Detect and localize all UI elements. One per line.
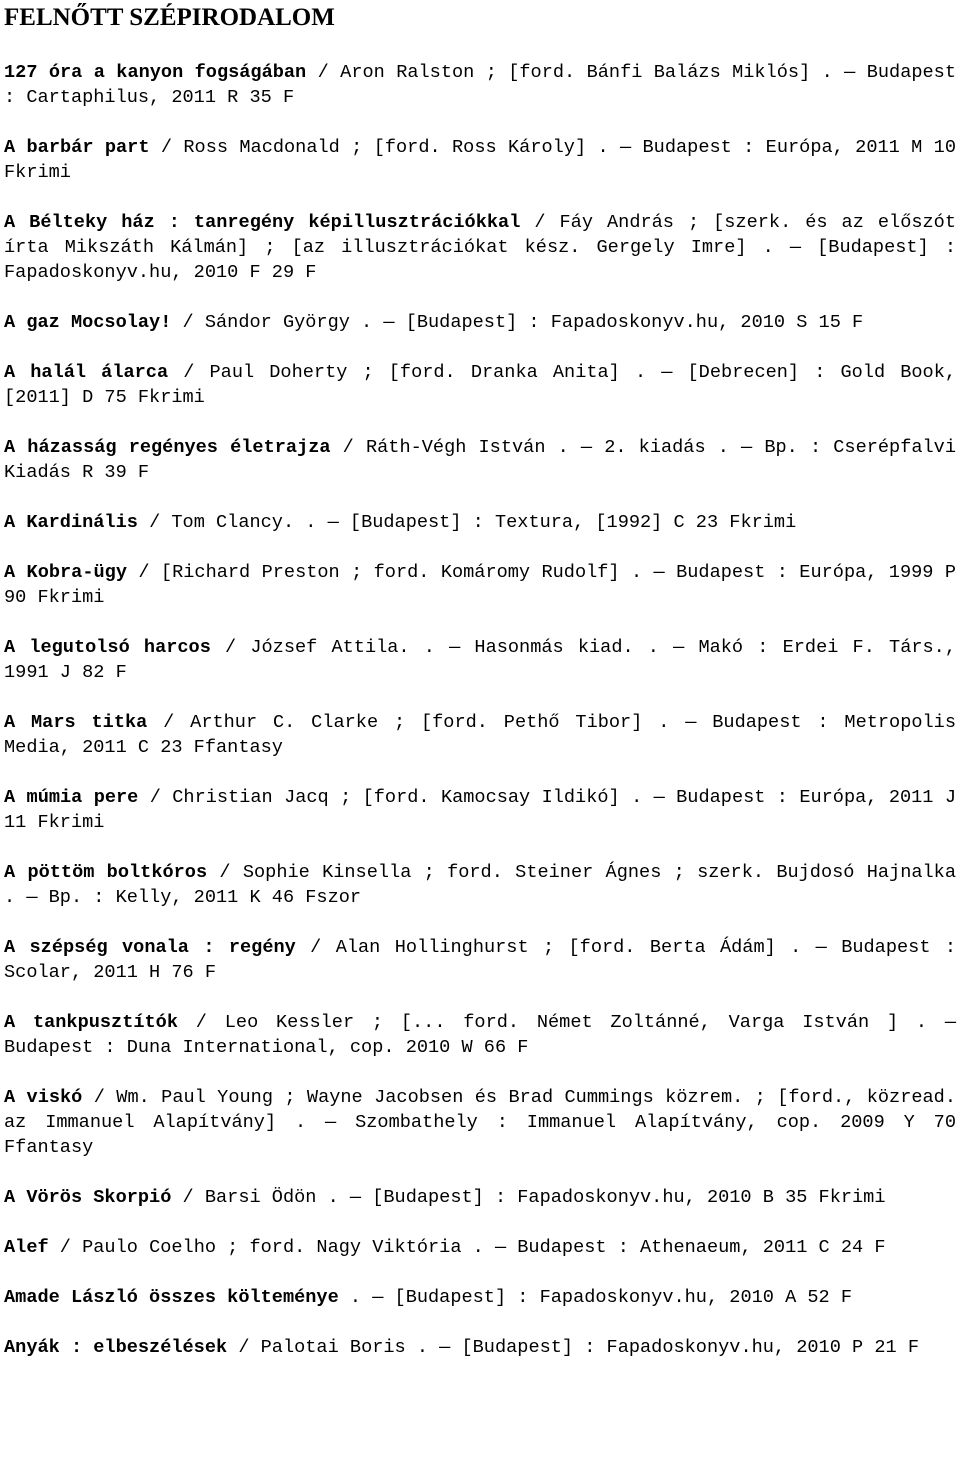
book-details: / Paulo Coelho ; ford. Nagy Viktória . — Budapest : Athenaeum, 2011 C 24 F xyxy=(48,1237,886,1258)
book-entry xyxy=(4,1285,956,1310)
book-title: A barbár part xyxy=(4,137,150,158)
book-details: / Tom Clancy. . — [Budapest] : Textura, [1992] C 23 Fkrimi xyxy=(137,512,797,533)
book-entry xyxy=(4,1335,956,1360)
book-title: A gaz Mocsolay! xyxy=(4,312,172,333)
book-title: A Kardinális xyxy=(4,512,138,533)
book-details: / Sophie Kinsella ; ford. Steiner Ágnes ; szerk. Bujdosó Hajnalka . — Bp. : Kelly, 2011 K 46 Fszor xyxy=(4,862,956,908)
book-details: / Wm. Paul Young ; Wayne Jacobsen és Brad Cummings közrem. ; [ford., közread. az Immanuel Alapítvány] . — Szombathely : Immanuel Alapítvány, cop. 2009 Y 70 Ffantasy xyxy=(4,1087,956,1158)
book-title: A halál álarca xyxy=(4,362,169,383)
book-title: A Mars titka xyxy=(4,712,148,733)
book-details: / Aron Ralston ; [ford. Bánfi Balázs Miklós] . — Budapest : Cartaphilus, 2011 R 35 F xyxy=(4,62,956,108)
book-title: 127 óra a kanyon fogságában xyxy=(4,62,307,83)
book-title: A legutolsó harcos xyxy=(4,637,211,658)
book-title: A viskó xyxy=(4,1087,83,1108)
book-entry xyxy=(4,1010,956,1060)
book-entry xyxy=(4,210,956,285)
book-list xyxy=(4,60,956,1360)
book-details: / Alan Hollinghurst ; [ford. Berta Ádám] . — Budapest : Scolar, 2011 H 76 F xyxy=(4,937,957,983)
book-entry xyxy=(4,435,956,485)
book-details: / Barsi Ödön . — [Budapest] : Fapadoskonyv.hu, 2010 B 35 Fkrimi xyxy=(171,1187,886,1208)
book-title: Alef xyxy=(4,1237,49,1258)
book-title: Anyák : elbeszélések xyxy=(4,1337,228,1358)
book-details: / Palotai Boris . — [Budapest] : Fapadoskonyv.hu, 2010 P 21 F xyxy=(227,1337,919,1358)
book-details: / Ross Macdonald ; [ford. Ross Károly] . — Budapest : Európa, 2011 M 10 Fkrimi xyxy=(4,137,956,183)
book-entry xyxy=(4,560,956,610)
book-details: / Fáy András ; [szerk. és az előszót írta Mikszáth Kálmán] ; [az illusztrációkat kész. Gergely Imre] . — [Budapest] : Fapadoskonyv.hu, 2010 F 29 F xyxy=(4,212,956,283)
book-details: / József Attila. . — Hasonmás kiad. . — Makó : Erdei F. Társ., 1991 J 82 F xyxy=(4,637,956,683)
book-title: A tankpusztítók xyxy=(4,1012,179,1033)
book-entry xyxy=(4,1085,956,1160)
book-details: / Ráth-Végh István . — 2. kiadás . — Bp. : Cserépfalvi Kiadás R 39 F xyxy=(4,437,956,483)
book-details: / [Richard Preston ; ford. Komáromy Rudolf] . — Budapest : Európa, 1999 P 90 Fkrimi xyxy=(4,562,956,608)
book-title: A múmia pere xyxy=(4,787,139,808)
book-entry xyxy=(4,935,956,985)
book-entry xyxy=(4,860,956,910)
book-entry xyxy=(4,135,956,185)
book-entry xyxy=(4,510,956,535)
book-details: / Leo Kessler ; [... ford. Német Zoltánné, Varga István ] . — Budapest : Duna International, cop. 2010 W 66 F xyxy=(4,1012,956,1058)
book-entry xyxy=(4,635,956,685)
book-title: Amade László összes költeménye xyxy=(4,1287,339,1308)
book-details: / Sándor György . — [Budapest] : Fapadoskonyv.hu, 2010 S 15 F xyxy=(171,312,864,333)
book-title: A Bélteky ház : tanregény képillusztrációkkal xyxy=(4,212,521,233)
book-title: A Vörös Skorpió xyxy=(4,1187,172,1208)
book-title: A szépség vonala : regény xyxy=(4,937,296,958)
section-heading: FELNŐTT SZÉPIRODALOM xyxy=(4,4,335,31)
book-entry xyxy=(4,310,956,335)
book-entry xyxy=(4,60,956,110)
book-entry xyxy=(4,785,956,835)
book-title: A Kobra-ügy xyxy=(4,562,127,583)
book-details: / Paul Doherty ; [ford. Dranka Anita] . — [Debrecen] : Gold Book, [2011] D 75 Fkrimi xyxy=(4,362,957,408)
book-details: / Christian Jacq ; [ford. Kamocsay Ildikó] . — Budapest : Európa, 2011 J 11 Fkrimi xyxy=(4,787,956,833)
book-details: / Arthur C. Clarke ; [ford. Pethő Tibor] . — Budapest : Metropolis Media, 2011 C 23 Ffantasy xyxy=(4,712,956,758)
catalog-page xyxy=(4,0,956,1385)
book-title: A pöttöm boltkóros xyxy=(4,862,208,883)
book-entry xyxy=(4,1185,956,1210)
book-title: A házasság regényes életrajza xyxy=(4,437,331,458)
book-details: . — [Budapest] : Fapadoskonyv.hu, 2010 A 52 F xyxy=(338,1287,853,1308)
book-entry xyxy=(4,360,956,410)
book-entry xyxy=(4,710,956,760)
book-entry xyxy=(4,1235,956,1260)
